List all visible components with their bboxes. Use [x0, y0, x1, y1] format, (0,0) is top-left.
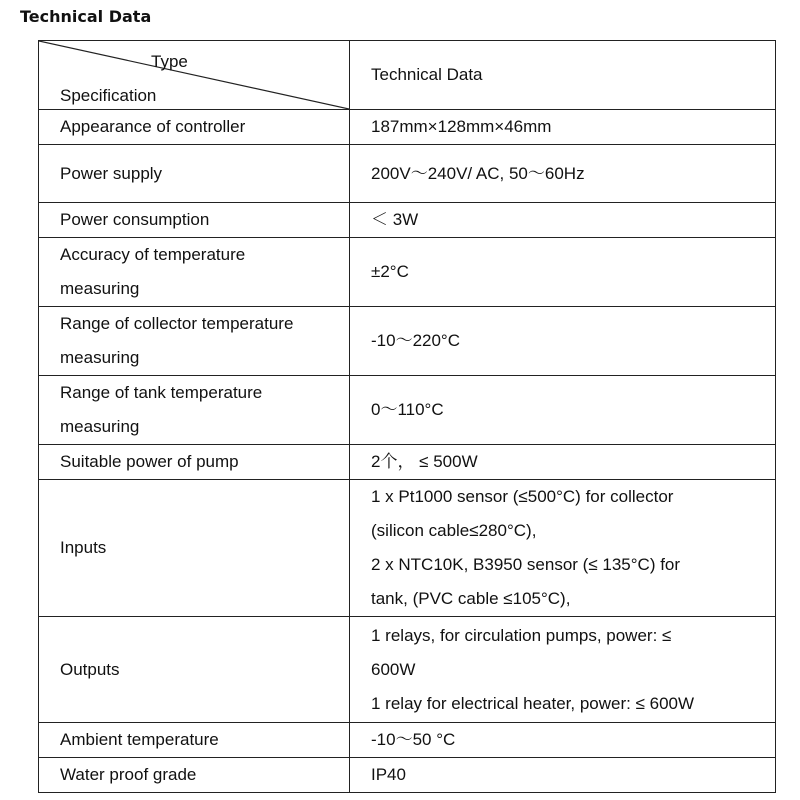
row-label: Power consumption [39, 203, 350, 238]
value-line: 1 relays, for circulation pumps, power: ≤ [371, 625, 672, 645]
row-value: IP40 [350, 758, 776, 793]
table-row [39, 238, 776, 307]
row-label-line: measuring [60, 417, 140, 436]
table-row [39, 145, 776, 203]
row-label [39, 376, 350, 445]
row-label-line: Range of tank temperature [60, 383, 263, 402]
table-header-row [39, 41, 776, 110]
row-value: -10～50 °C [350, 723, 776, 758]
row-label-line: measuring [60, 279, 140, 298]
row-value [350, 480, 776, 617]
value-line: 1 x Pt1000 sensor (≤500°C) for collector [371, 487, 674, 506]
value-line: 600W [371, 659, 416, 679]
row-label-line: Range of collector temperature [60, 314, 294, 333]
row-value: ±2°C [350, 238, 776, 307]
row-value: ＜ 3W [350, 203, 776, 238]
row-value [350, 617, 776, 723]
page-title: Technical Data [20, 7, 152, 26]
table-row [39, 617, 776, 723]
table-row [39, 307, 776, 376]
row-value: 200V～240V/ AC, 50～60Hz [350, 145, 776, 203]
row-value: 2个， ≤ 500W [350, 445, 776, 480]
row-label: Suitable power of pump [39, 445, 350, 480]
row-label: Water proof grade [39, 758, 350, 793]
value-line: (silicon cable≤280°C), [371, 521, 537, 540]
value-line: 2 x NTC10K, B3950 sensor (≤ 135°C) for [371, 555, 681, 574]
row-label [39, 307, 350, 376]
row-label-line: Accuracy of temperature [60, 245, 246, 264]
row-value: 0～110°C [350, 376, 776, 445]
table-row [39, 110, 776, 145]
table-row [39, 723, 776, 758]
table-row [39, 445, 776, 480]
row-label: Ambient temperature [39, 723, 350, 758]
row-label: Outputs [39, 617, 350, 723]
header-split-cell [39, 41, 350, 110]
table-row [39, 758, 776, 793]
technical-data-table [38, 40, 776, 793]
value-line: tank, (PVC cable ≤105°C), [371, 589, 571, 608]
value-line: 1 relay for electrical heater, power: ≤ 600W [371, 693, 695, 713]
row-value: 187mm×128mm×46mm [350, 110, 776, 145]
row-label: Power supply [39, 145, 350, 203]
table-row [39, 376, 776, 445]
table-row [39, 480, 776, 617]
header-type-label: Type [151, 52, 188, 71]
row-label: Appearance of controller [39, 110, 350, 145]
row-label: Inputs [39, 480, 350, 617]
row-label [39, 238, 350, 307]
header-data-label: Technical Data [350, 41, 776, 110]
row-value: -10～220°C [350, 307, 776, 376]
header-spec-label: Specification [60, 86, 157, 105]
table-row [39, 203, 776, 238]
row-label-line: measuring [60, 348, 140, 367]
